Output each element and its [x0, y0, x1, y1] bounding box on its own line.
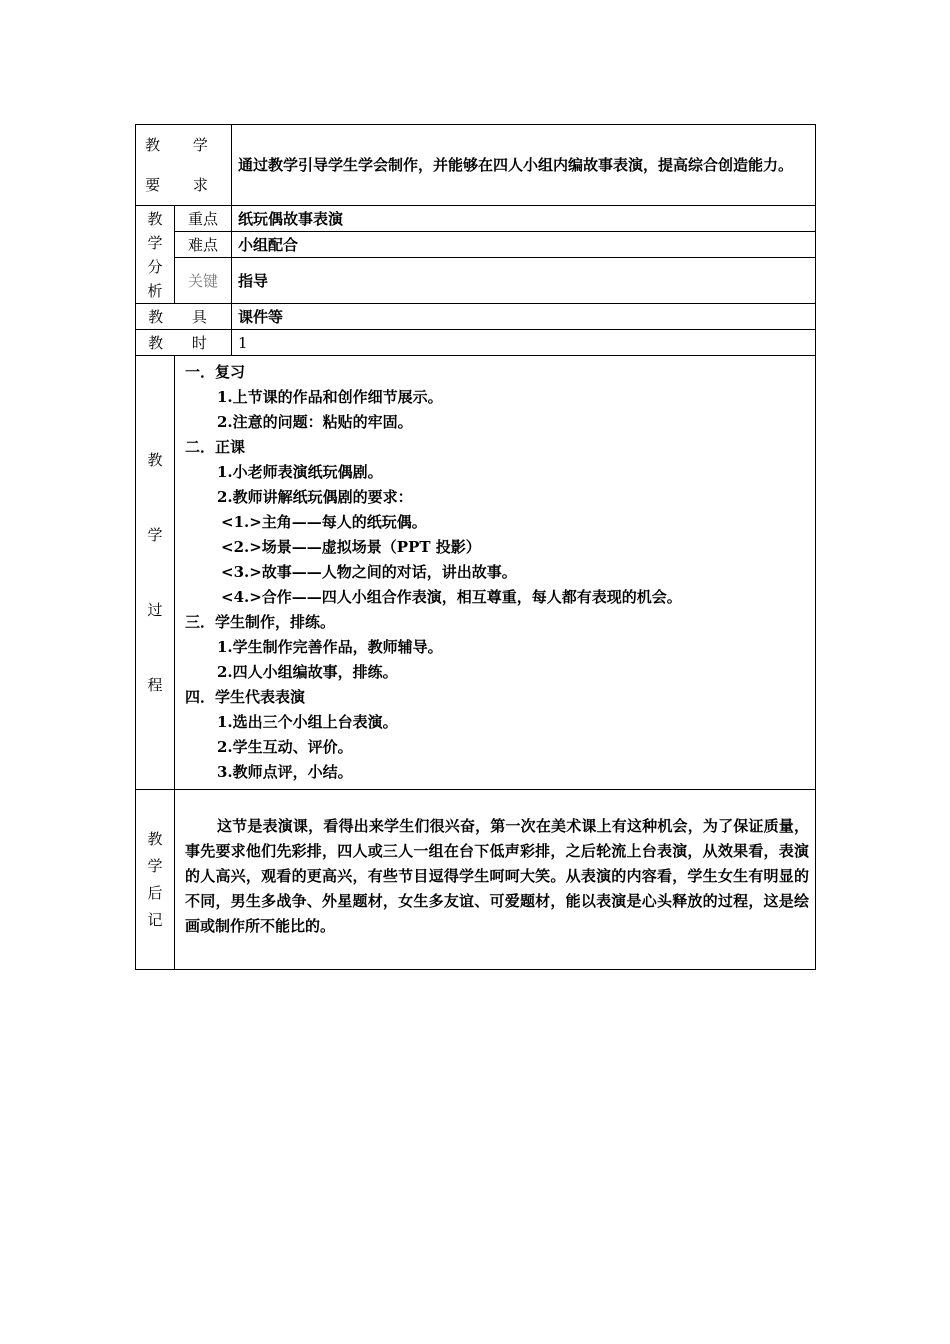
requirements-label-line1: 教 学: [145, 136, 222, 154]
postscript-label-char: 教: [147, 829, 163, 848]
process-line: 1.学生制作完善作品，教师辅导。: [217, 638, 443, 656]
process-line: 2.教师讲解纸玩偶剧的要求：: [217, 488, 413, 506]
postscript-label-char: 记: [147, 910, 163, 929]
postscript-text: 这节是表演课，看得出来学生们很兴奋，第一次在美术课上有这种机会，为了保证质量，事先要求他们先彩排，四人或三人一组在台下低声彩排，之后轮流上台表演，从效果看，表演的人高兴，观看的更高兴，有些节目逗得学生呵呵大笑。从表演的内容看，学生女生有明显的不同，男生多战争、外星题材，女生多友谊、可爱题材，能以表演是心头释放的过程，这是绘画或制作所不能比的。: [175, 790, 816, 970]
process-line: <1.>主角——每人的纸玩偶。: [221, 513, 427, 531]
hours-row: [136, 330, 816, 356]
process-content: [175, 356, 816, 790]
analysis-label-char: 学: [147, 233, 163, 252]
postscript-label: [136, 790, 175, 970]
process-line: 四．学生代表表演: [185, 688, 306, 706]
tools-row: [136, 304, 816, 330]
requirements-text: 通过教学引导学生学会制作，并能够在四人小组内编故事表演，提高综合创造能力。: [232, 125, 816, 206]
process-line: <2.>场景——虚拟场景（PPT 投影）: [221, 538, 481, 556]
process-line: <4.>合作——四人小组合作表演，相互尊重，每人都有表现的机会。: [221, 588, 682, 606]
lesson-plan-table: [135, 124, 816, 970]
analysis-row-key: [136, 206, 816, 232]
hours-label: 教 时: [136, 330, 232, 356]
process-line: 三．学生制作，排练。: [185, 613, 336, 631]
requirements-label: [136, 125, 232, 206]
analysis-label: [136, 206, 175, 304]
process-line: 二．正课: [185, 438, 246, 456]
difficulty-value: 小组配合: [232, 232, 816, 258]
process-label: [136, 356, 175, 790]
tools-value: 课件等: [232, 304, 816, 330]
key-point-value: 纸玩偶故事表演: [232, 206, 816, 232]
process-label-char: 程: [147, 675, 163, 694]
process-line: 1.上节课的作品和创作细节展示。: [217, 388, 443, 406]
tools-label: 教 具: [136, 304, 232, 330]
process-label-char: 教: [147, 450, 163, 469]
analysis-label-char: 分: [147, 257, 163, 276]
process-label-char: 过: [147, 600, 163, 619]
crux-label: 关键: [175, 258, 232, 304]
crux-value: 指导: [232, 258, 816, 304]
hours-value: 1: [232, 330, 816, 356]
analysis-label-char: 教: [147, 209, 163, 228]
analysis-row-difficulty: [136, 232, 816, 258]
process-line: 1.小老师表演纸玩偶剧。: [217, 463, 383, 481]
analysis-row-crux: [136, 258, 816, 304]
process-row: [136, 356, 816, 790]
process-line: 2.学生互动、评价。: [217, 738, 353, 756]
key-point-label: 重点: [175, 206, 232, 232]
process-line: 1.选出三个小组上台表演。: [217, 713, 398, 731]
process-line: 2.四人小组编故事，排练。: [217, 663, 398, 681]
postscript-label-char: 后: [147, 883, 163, 902]
process-line: <3.>故事——人物之间的对话，讲出故事。: [221, 563, 517, 581]
requirements-label-line2: 要 求: [145, 176, 222, 194]
process-line: 2.注意的问题：粘贴的牢固。: [217, 413, 413, 431]
process-line: 一．复习: [185, 363, 246, 381]
postscript-label-char: 学: [147, 856, 163, 875]
requirements-row: [136, 125, 816, 206]
process-label-char: 学: [147, 525, 163, 544]
process-line: 3.教师点评，小结。: [217, 763, 353, 781]
postscript-row: [136, 790, 816, 970]
difficulty-label: 难点: [175, 232, 232, 258]
analysis-label-char: 析: [147, 281, 163, 300]
